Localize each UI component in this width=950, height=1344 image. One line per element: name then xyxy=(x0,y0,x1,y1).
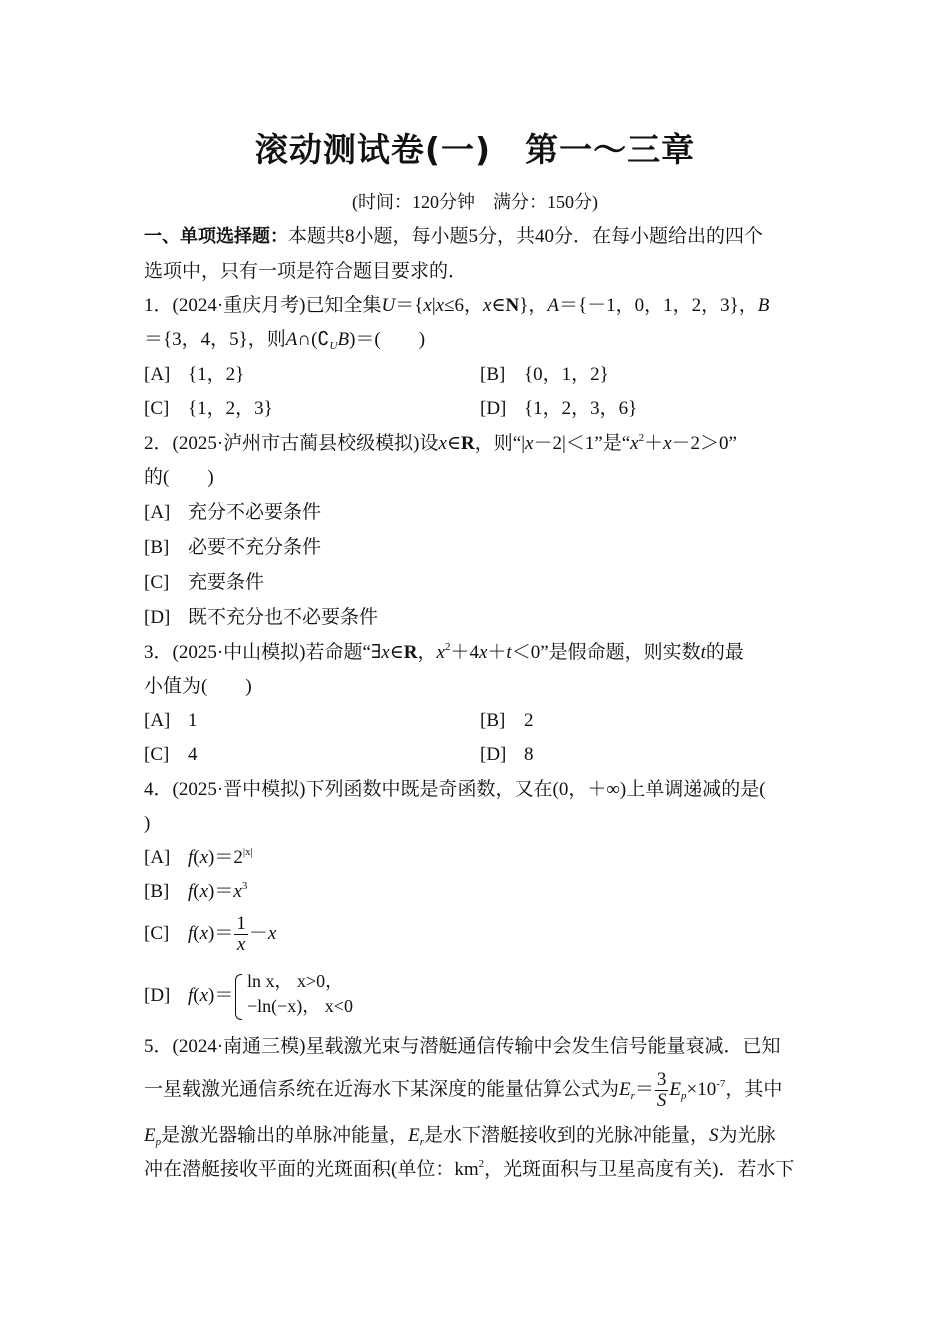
q4-option-b[interactable]: [B] $f(x)=x^3$ xyxy=(144,880,248,902)
question-5-stem-line4: 冲在潜艇接收平面的光斑面积(单位：$km^2$，光斑面积与卫星高度有关)．若水下 xyxy=(144,1158,795,1180)
question-3-stem: 3．(2025·中山模拟)若命题“∃x∈R，$x^2+4x+t<0$”是假命题，则实数t的最 xyxy=(144,641,744,663)
question-2-stem-line2: 的( ) xyxy=(144,467,214,488)
q4-option-a[interactable]: [A] $f(x)=2^{|x|}$ xyxy=(144,846,253,868)
piecewise-row-1: ln x， x>0， xyxy=(247,971,344,991)
q4-option-d[interactable]: [D] f(x)＝ xyxy=(144,985,234,1006)
q1-option-a[interactable]: [A] {1，2} xyxy=(144,364,245,385)
section-desc-line2: 选项中，只有一项是符合题目要求的． xyxy=(144,261,468,282)
question-1-stem: 1．(2024·重庆月考)已知全集U＝{x|x≤6，x∈N}，A＝{－1，0，1，2，3}，B xyxy=(144,295,770,316)
fraction-three-over-s: $\frac{3}{S}$ xyxy=(656,1069,667,1112)
question-5-stem-line3: $E_p$是激光器输出的单脉冲能量，$E_r$是水下潜艇接收到的光脉冲能量，S为光脉 xyxy=(144,1125,776,1148)
question-4-stem-line2: ) xyxy=(144,813,151,834)
q2-option-d[interactable]: [D] 既不充分也不必要条件 xyxy=(144,607,379,628)
brace-icon xyxy=(235,974,242,1020)
fraction-one-over-x: $\frac{1}{x}$ xyxy=(236,913,246,956)
question-1-stem-line2: ＝{3，4，5}，则$A\cap(∁_UB)=$( ) xyxy=(144,329,426,352)
question-2-stem: 2．(2025·泸州市古蔺县校级模拟)设x∈R，则“|x－2|＜1”是“$x^2+x-2>0$” xyxy=(144,432,737,454)
question-5-stem-line2: 一星载激光通信系统在近海水下某深度的能量估算公式为$E_r=$ $\frac{3}{S}$ $E_p\times 10^{-7}$，其中 xyxy=(144,1069,783,1112)
section-heading-line xyxy=(144,224,808,250)
q2-option-a[interactable]: [A] 充分不必要条件 xyxy=(144,502,322,523)
question-3-stem-line2: 小值为( ) xyxy=(144,676,252,697)
section-heading: 一、单项选择题： xyxy=(144,226,288,247)
q1-option-c[interactable]: [C] {1，2，3} xyxy=(144,398,273,419)
q3-option-a[interactable]: [A] 1 xyxy=(144,710,198,731)
q2-option-b[interactable]: [B] 必要不充分条件 xyxy=(144,537,322,558)
q3-option-c[interactable]: [C] 4 xyxy=(144,744,198,765)
section-desc: 本题共8小题，每小题5分，共40分．在每小题给出的四个 xyxy=(288,226,764,247)
q2-option-c[interactable]: [C] 充要条件 xyxy=(144,572,265,593)
question-4-stem: 4．(2025·晋中模拟)下列函数中既是奇函数，又在(0，＋∞)上单调递减的是( xyxy=(144,779,766,800)
q1-option-d[interactable]: [D] {1，2，3，6} xyxy=(480,398,638,419)
q4-option-c[interactable]: [C] f(x)＝ $\frac{1}{x}$ －x xyxy=(144,913,277,956)
page-title: 滚动测试卷(一) 第一～三章 xyxy=(254,130,696,169)
piecewise-function xyxy=(190,970,390,1020)
question-5-stem: 5．(2024·南通三模)星载激光束与潜艇通信传输中会发生信号能量衰减．已知 xyxy=(144,1036,781,1057)
piecewise-row-2: −ln(−x)， x<0 xyxy=(247,996,353,1016)
q3-option-b[interactable]: [B] 2 xyxy=(480,710,534,731)
q1-option-b[interactable]: [B] {0，1，2} xyxy=(480,364,609,385)
q3-option-d[interactable]: [D] 8 xyxy=(480,744,534,765)
exam-subtitle: (时间：120分钟 满分：150分) xyxy=(352,192,598,212)
